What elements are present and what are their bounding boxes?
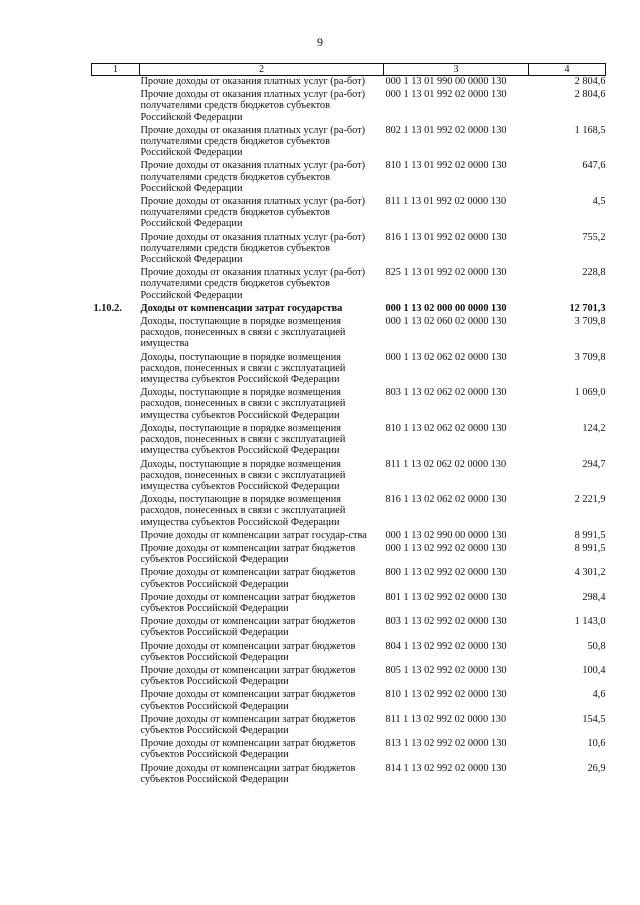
row-number (92, 714, 140, 738)
row-code: 810 1 13 02 992 02 0000 130 (385, 689, 507, 701)
row-value: 4,5 (592, 196, 606, 208)
row-name: Прочие доходы от оказания платных услуг (ра-бот) получателями средств бюджетов субъектов Российской Федерации (140, 231, 366, 266)
row-value: 10,6 (587, 738, 606, 750)
row-name: Прочие доходы от компенсации затрат бюджетов субъектов Российской Федерации (140, 567, 356, 590)
row-value: 154,5 (582, 713, 606, 725)
row-name: Прочие доходы от компенсации затрат бюджетов субъектов Российской Федерации (140, 640, 356, 663)
header-col-3: 3 (384, 64, 529, 76)
row-number (92, 689, 140, 713)
table-body (92, 76, 606, 787)
row-name: Прочие доходы от компенсации затрат государ-ства (140, 529, 367, 541)
row-value: 294,7 (582, 458, 606, 470)
table-row (92, 196, 606, 232)
row-name: Доходы от компенсации затрат государства (140, 302, 343, 314)
table-row (92, 316, 606, 352)
row-number (92, 543, 140, 567)
row-value: 4 301,2 (574, 567, 606, 579)
row-name: Доходы, поступающие в порядке возмещения расходов, понесенных в связи с эксплуатацией имущества субъектов Российской Федерации (140, 494, 346, 528)
row-number (92, 738, 140, 762)
row-name: Доходы, поступающие в порядке возмещения расходов, понесенных в связи с эксплуатацией имущества (140, 316, 346, 350)
table-row (92, 387, 606, 423)
table-row (92, 530, 606, 543)
row-number (92, 76, 140, 90)
row-value: 1 143,0 (574, 616, 606, 628)
row-number (92, 352, 140, 388)
row-name: Доходы, поступающие в порядке возмещения расходов, понесенных в связи с эксплуатацией имущества субъектов Российской Федерации (140, 422, 346, 457)
row-code: 825 1 13 01 992 02 0000 130 (385, 267, 507, 279)
row-code: 000 1 13 02 990 00 0000 130 (385, 529, 507, 541)
row-number (92, 232, 140, 268)
row-number (92, 316, 140, 352)
row-number (92, 160, 140, 196)
table-row (92, 303, 606, 316)
row-number (92, 665, 140, 689)
table-row (92, 641, 606, 665)
row-number (92, 763, 140, 787)
table-row (92, 125, 606, 161)
row-value: 2 804,6 (574, 76, 606, 87)
revenue-table (91, 63, 606, 787)
table-row (92, 494, 606, 530)
row-code: 000 1 13 01 992 02 0000 130 (385, 89, 507, 101)
row-value: 228,8 (582, 267, 606, 279)
table-row (92, 459, 606, 495)
row-number (92, 641, 140, 665)
row-value: 298,4 (582, 591, 606, 603)
row-name: Прочие доходы от компенсации затрат бюджетов субъектов Российской Федерации (140, 713, 356, 736)
row-code: 000 1 13 02 060 02 0000 130 (385, 316, 507, 328)
row-code: 000 1 13 01 990 00 0000 130 (385, 76, 507, 87)
table-row (92, 592, 606, 616)
table-row (92, 543, 606, 567)
row-value: 2 804,6 (574, 89, 606, 101)
row-value: 124,2 (582, 422, 606, 434)
row-code: 803 1 13 02 062 02 0000 130 (385, 387, 507, 399)
table-row (92, 714, 606, 738)
row-number (92, 267, 140, 303)
header-col-2: 2 (140, 64, 384, 76)
row-name: Прочие доходы от оказания платных услуг (ра-бот) (140, 76, 366, 87)
row-name: Прочие доходы от компенсации затрат бюджетов субъектов Российской Федерации (140, 542, 356, 566)
row-number: 1.10.2. (93, 302, 122, 314)
row-code: 811 1 13 01 992 02 0000 130 (385, 196, 507, 208)
row-value: 647,6 (582, 160, 606, 172)
row-code: 801 1 13 02 992 02 0000 130 (385, 591, 507, 603)
row-code: 000 1 13 02 992 02 0000 130 (385, 542, 507, 554)
row-number (92, 196, 140, 232)
row-number (92, 423, 140, 459)
row-number (92, 530, 140, 543)
table-row (92, 616, 606, 640)
row-code: 810 1 13 02 062 02 0000 130 (385, 422, 507, 434)
table-row (92, 267, 606, 303)
table-row (92, 76, 606, 90)
row-name: Прочие доходы от компенсации затрат бюджетов субъектов Российской Федерации (140, 591, 356, 614)
row-code: 804 1 13 02 992 02 0000 130 (385, 640, 507, 652)
row-value: 12 701,3 (569, 302, 606, 314)
row-name: Прочие доходы от компенсации затрат бюджетов субъектов Российской Федерации (140, 762, 356, 785)
row-name: Прочие доходы от компенсации затрат бюджетов субъектов Российской Федерации (140, 689, 356, 712)
row-name: Доходы, поступающие в порядке возмещения расходов, понесенных в связи с эксплуатацией имущества субъектов Российской Федерации (140, 387, 346, 421)
row-name: Прочие доходы от оказания платных услуг (ра-бот) получателями средств бюджетов субъектов Российской Федерации (140, 267, 366, 301)
row-code: 802 1 13 01 992 02 0000 130 (385, 124, 507, 136)
row-code: 811 1 13 02 992 02 0000 130 (385, 713, 507, 725)
table-row (92, 689, 606, 713)
row-name: Доходы, поступающие в порядке возмещения расходов, понесенных в связи с эксплуатацией имущества субъектов Российской Федерации (140, 351, 346, 386)
table-row (92, 352, 606, 388)
row-code: 811 1 13 02 062 02 0000 130 (385, 458, 507, 470)
row-name: Прочие доходы от оказания платных услуг (ра-бот) получателями средств бюджетов субъектов Российской Федерации (140, 89, 366, 123)
row-value: 8 991,5 (574, 542, 606, 554)
row-name: Прочие доходы от оказания платных услуг (ра-бот) получателями средств бюджетов субъектов Российской Федерации (140, 124, 366, 159)
row-name: Прочие доходы от оказания платных услуг (ра-бот) получателями средств бюджетов субъектов Российской Федерации (140, 196, 366, 230)
row-value: 1 168,5 (574, 124, 606, 136)
table-row (92, 423, 606, 459)
row-number (92, 89, 140, 125)
row-code: 800 1 13 02 992 02 0000 130 (385, 567, 507, 579)
page-number: 9 (317, 35, 323, 49)
row-code: 814 1 13 02 992 02 0000 130 (385, 762, 507, 774)
row-number (92, 125, 140, 161)
row-name: Прочие доходы от компенсации затрат бюджетов субъектов Российской Федерации (140, 738, 356, 761)
row-value: 100,4 (582, 664, 606, 676)
table-row (92, 89, 606, 125)
table-header-row (92, 64, 606, 76)
row-number (92, 616, 140, 640)
row-name: Прочие доходы от компенсации затрат бюджетов субъектов Российской Федерации (140, 664, 356, 688)
row-value: 2 221,9 (574, 494, 606, 506)
table-row (92, 160, 606, 196)
row-number (92, 387, 140, 423)
row-value: 4,6 (592, 689, 606, 701)
table-row (92, 567, 606, 591)
row-code: 810 1 13 01 992 02 0000 130 (385, 160, 507, 172)
table-row (92, 763, 606, 787)
row-number (92, 567, 140, 591)
row-number (92, 459, 140, 495)
header-col-1: 1 (92, 64, 140, 76)
row-value: 1 069,0 (574, 387, 606, 399)
row-value: 8 991,5 (574, 529, 606, 541)
row-value: 755,2 (582, 231, 606, 243)
row-name: Прочие доходы от компенсации затрат бюджетов субъектов Российской Федерации (140, 616, 356, 639)
row-code: 805 1 13 02 992 02 0000 130 (385, 664, 507, 676)
row-code: 816 1 13 01 992 02 0000 130 (385, 231, 507, 243)
row-code: 803 1 13 02 992 02 0000 130 (385, 616, 507, 628)
row-value: 50,8 (587, 640, 606, 652)
row-code: 000 1 13 02 000 00 0000 130 (385, 302, 507, 314)
row-code: 813 1 13 02 992 02 0000 130 (385, 738, 507, 750)
row-value: 26,9 (587, 762, 606, 774)
table-row (92, 232, 606, 268)
row-number (92, 592, 140, 616)
header-col-4: 4 (529, 64, 606, 76)
table-row (92, 665, 606, 689)
row-value: 3 709,8 (574, 316, 606, 328)
row-name: Прочие доходы от оказания платных услуг (ра-бот) получателями средств бюджетов субъектов Российской Федерации (140, 160, 366, 194)
table-row (92, 738, 606, 762)
row-code: 816 1 13 02 062 02 0000 130 (385, 494, 507, 506)
row-value: 3 709,8 (574, 351, 606, 363)
row-code: 000 1 13 02 062 02 0000 130 (385, 351, 507, 363)
row-number (92, 494, 140, 530)
row-name: Доходы, поступающие в порядке возмещения расходов, понесенных в связи с эксплуатацией имущества субъектов Российской Федерации (140, 458, 346, 492)
